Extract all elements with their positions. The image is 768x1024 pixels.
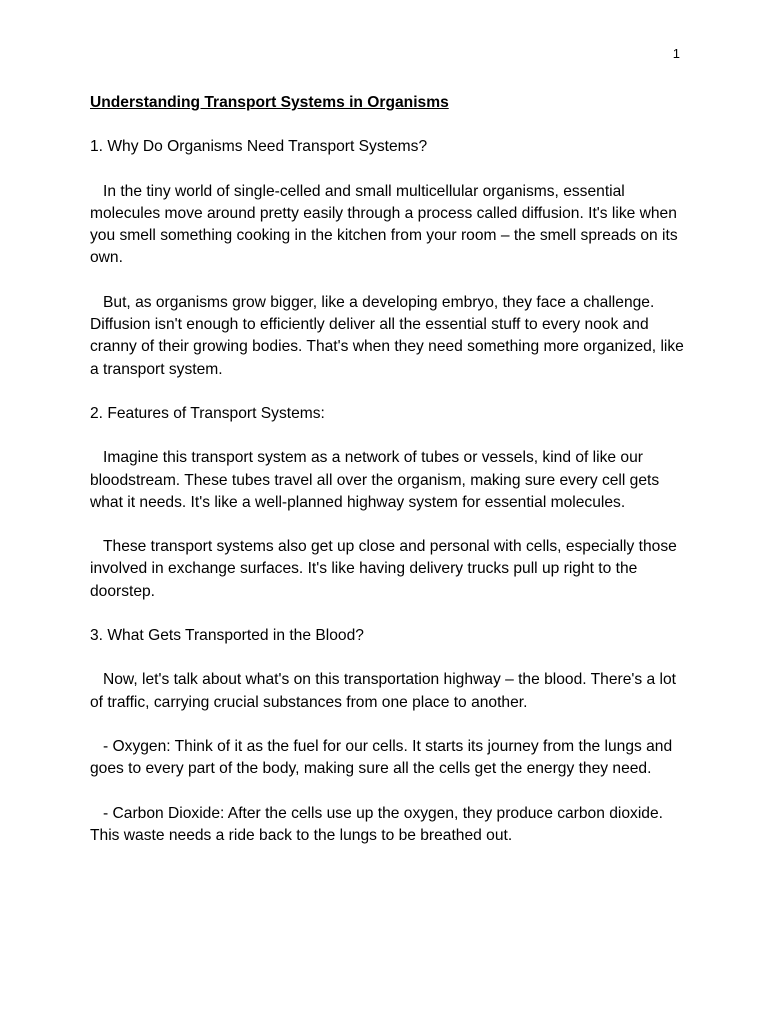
paragraph: But, as organisms grow bigger, like a developing embryo, they face a challenge. Diffusion isn't enough to efficiently deliver all the essential stuff to every nook and cranny of their growing bodies. That's when they need something more organized, like a transport system. xyxy=(90,293,684,378)
list-item-carbon-dioxide: - Carbon Dioxide: After the cells use up the oxygen, they produce carbon dioxide. This waste needs a ride back to the lungs to be breathed out. xyxy=(90,804,663,844)
section-heading-1: 1. Why Do Organisms Need Transport Systems? xyxy=(90,138,428,156)
paragraph: These transport systems also get up close and personal with cells, especially those involved in exchange surfaces. It's like having delivery trucks pull up right to the doorstep. xyxy=(90,538,677,600)
document-title: Understanding Transport Systems in Organisms xyxy=(90,94,449,111)
paragraph: In the tiny world of single-celled and small multicellular organisms, essential molecules move around pretty easily through a process called diffusion. It's like when you smell something cooking in the kitchen from your room – the smell spreads on its own. xyxy=(90,182,678,267)
document-body xyxy=(90,92,690,869)
list-item-oxygen: - Oxygen: Think of it as the fuel for our cells. It starts its journey from the lungs and goes to every part of the body, making sure all the cells get the energy they need. xyxy=(90,737,673,778)
section-heading-3: 3. What Gets Transported in the Blood? xyxy=(90,627,364,645)
paragraph: Imagine this transport system as a network of tubes or vessels, kind of like our bloodstream. These tubes travel all over the organism, making sure every cell gets what it needs. It's like a well-planned highway system for essential molecules. xyxy=(90,449,660,511)
page-number: 1 xyxy=(672,46,680,61)
paragraph: Now, let's talk about what's on this transportation highway – the blood. There's a lot of traffic, carrying crucial substances from one place to another. xyxy=(90,671,676,711)
section-heading-2: 2. Features of Transport Systems: xyxy=(90,404,325,422)
